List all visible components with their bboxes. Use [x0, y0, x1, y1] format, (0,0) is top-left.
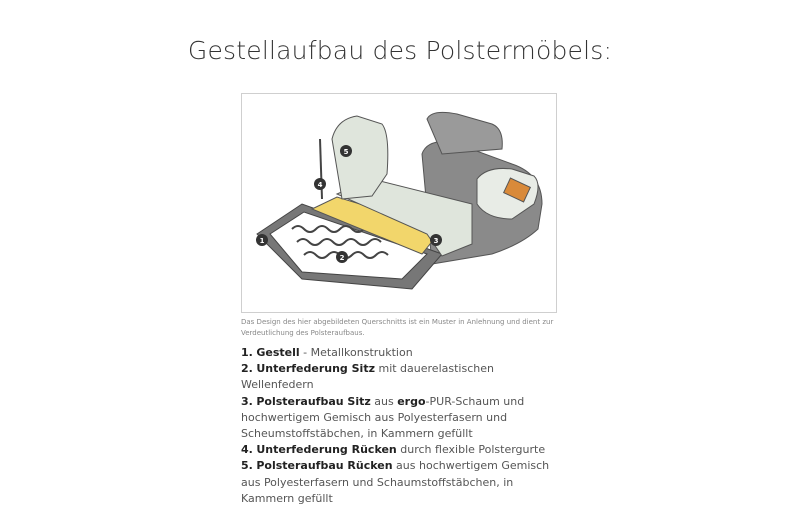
- list-item: 1. Gestell - Metallkonstruktion: [241, 346, 413, 359]
- list-item: 4. Unterfederung Rücken durch flexible Polstergurte: [241, 443, 546, 457]
- svg-text:1: 1: [259, 237, 265, 245]
- marker-5: [340, 145, 352, 157]
- construction-list: [241, 345, 561, 507]
- list-item: 3. Polsteraufbau Sitz aus ergo-PUR-Schaum und hochwertigem Gemisch aus Polyesterfasern und Scheumstoffstäbchen, in Kammern gefüllt: [241, 394, 525, 441]
- sofa-cross-section-illustration: [241, 93, 557, 313]
- marker-3: [430, 234, 442, 246]
- list-item: 5. Polsteraufbau Rücken aus hochwertigem Gemisch aus Polyesterfasern und Schaumstoffstäbchen, in Kammern gefüllt: [241, 459, 550, 505]
- figure-caption: Das Design des hier abgebildeten Querschnitts ist ein Muster in Anlehnung und dient zur Verdeutlichung des Polsteraufbaus.: [241, 318, 554, 337]
- sofa-drawing: [242, 94, 556, 312]
- svg-text:2: 2: [339, 254, 345, 262]
- marker-2: [336, 251, 348, 263]
- svg-text:5: 5: [343, 148, 349, 156]
- list-item: 2. Unterfederung Sitz mit dauerelastischen Wellenfedern: [241, 362, 494, 392]
- page-title: Gestellaufbau des Polstermöbels:: [187, 36, 613, 65]
- marker-4: [314, 178, 326, 190]
- svg-text:3: 3: [433, 237, 439, 245]
- svg-text:4: 4: [317, 181, 323, 189]
- marker-1: [256, 234, 268, 246]
